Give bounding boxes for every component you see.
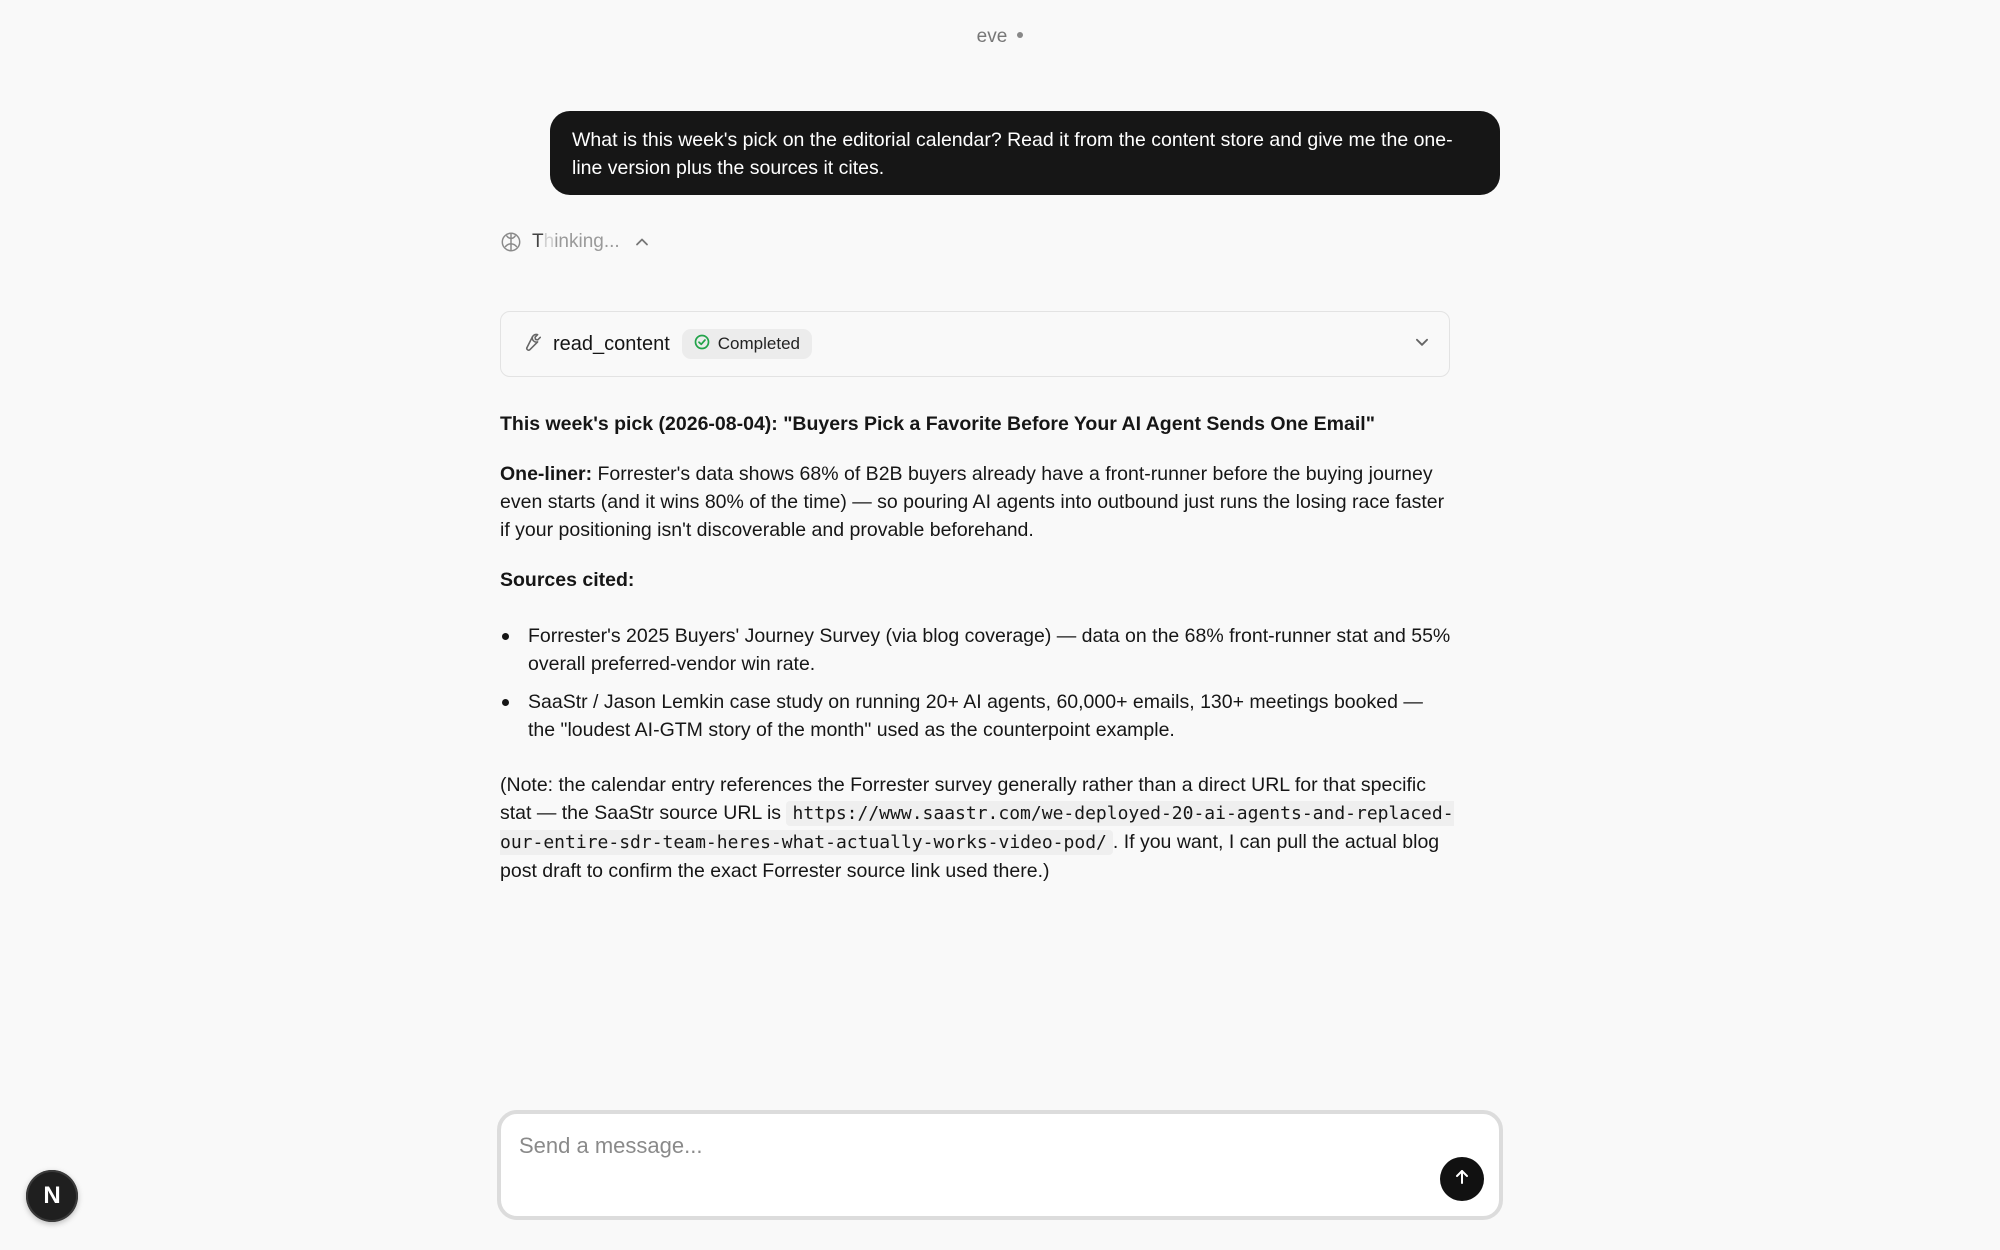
tool-call-card[interactable] bbox=[500, 311, 1450, 377]
user-message-text: What is this week's pick on the editorial calendar? Read it from the content store and give me the one-line version plus the sources it cites. bbox=[572, 129, 1453, 179]
wrench-icon bbox=[519, 331, 541, 358]
list-item: Forrester's 2025 Buyers' Journey Survey (via blog coverage) — data on the 68% front-runner stat and 55% overall preferred-vendor win rate. bbox=[500, 622, 1455, 678]
thinking-toggle[interactable] bbox=[500, 230, 650, 254]
n-logo-icon: N bbox=[43, 1182, 61, 1209]
message-input[interactable] bbox=[517, 1132, 1421, 1160]
thinking-label: Thinking... bbox=[532, 231, 620, 252]
status-label: Completed bbox=[717, 334, 800, 353]
tool-name: read_content bbox=[553, 332, 670, 355]
user-message-bubble bbox=[550, 111, 1500, 195]
chevron-up-icon[interactable] bbox=[634, 234, 650, 250]
arrow-up-icon bbox=[1452, 1167, 1472, 1192]
oneliner-label: One-liner: bbox=[500, 463, 593, 485]
response-oneliner bbox=[500, 460, 1455, 544]
message-composer bbox=[497, 1110, 1503, 1220]
dev-tools-badge[interactable] bbox=[26, 1170, 78, 1222]
status-badge bbox=[682, 329, 812, 359]
sources-list bbox=[500, 622, 1455, 744]
brain-icon bbox=[500, 231, 522, 253]
sources-heading: Sources cited: bbox=[500, 569, 635, 591]
chevron-down-icon[interactable] bbox=[1413, 333, 1431, 356]
source-url[interactable]: https://www.saastr.com/we-deployed-20-ai-agents-and-replaced-our-entire-sdr-team-heres-what-actually-works-video-pod/ bbox=[500, 803, 1454, 853]
oneliner-text: Forrester's data shows 68% of B2B buyers already have a front-runner before the buying journey even starts (and it wins 80% of the time) — so pouring AI agents into outbound just runs the losing race faster if your positioning isn't discoverable and provable beforehand. bbox=[500, 463, 1445, 541]
assistant-response bbox=[500, 410, 1455, 885]
status-dot bbox=[1017, 32, 1023, 38]
header-title: eve bbox=[976, 26, 1008, 47]
check-circle-icon bbox=[694, 334, 718, 355]
list-item: SaaStr / Jason Lemkin case study on running 20+ AI agents, 60,000+ emails, 130+ meetings booked — the "loudest AI-GTM story of the month" used as the counterpoint example. bbox=[500, 688, 1455, 744]
response-note: (Note: the calendar entry references the Forrester survey generally rather than a direct URL for that specific stat — the SaaStr source URL is https://www.saastr.com/we-deployed-20-ai-agents-and-replaced-our-entire-sdr-team-heres-what-actually-works-video-pod/ . If you want, I can pull the actual blog post draft to confirm the exact Forrester source link used there.) bbox=[500, 774, 1454, 882]
chat-header bbox=[0, 26, 2000, 48]
response-title: This week's pick (2026-08-04): "Buyers Pick a Favorite Before Your AI Agent Sends One Email" bbox=[500, 413, 1375, 435]
send-button[interactable] bbox=[1440, 1157, 1484, 1201]
